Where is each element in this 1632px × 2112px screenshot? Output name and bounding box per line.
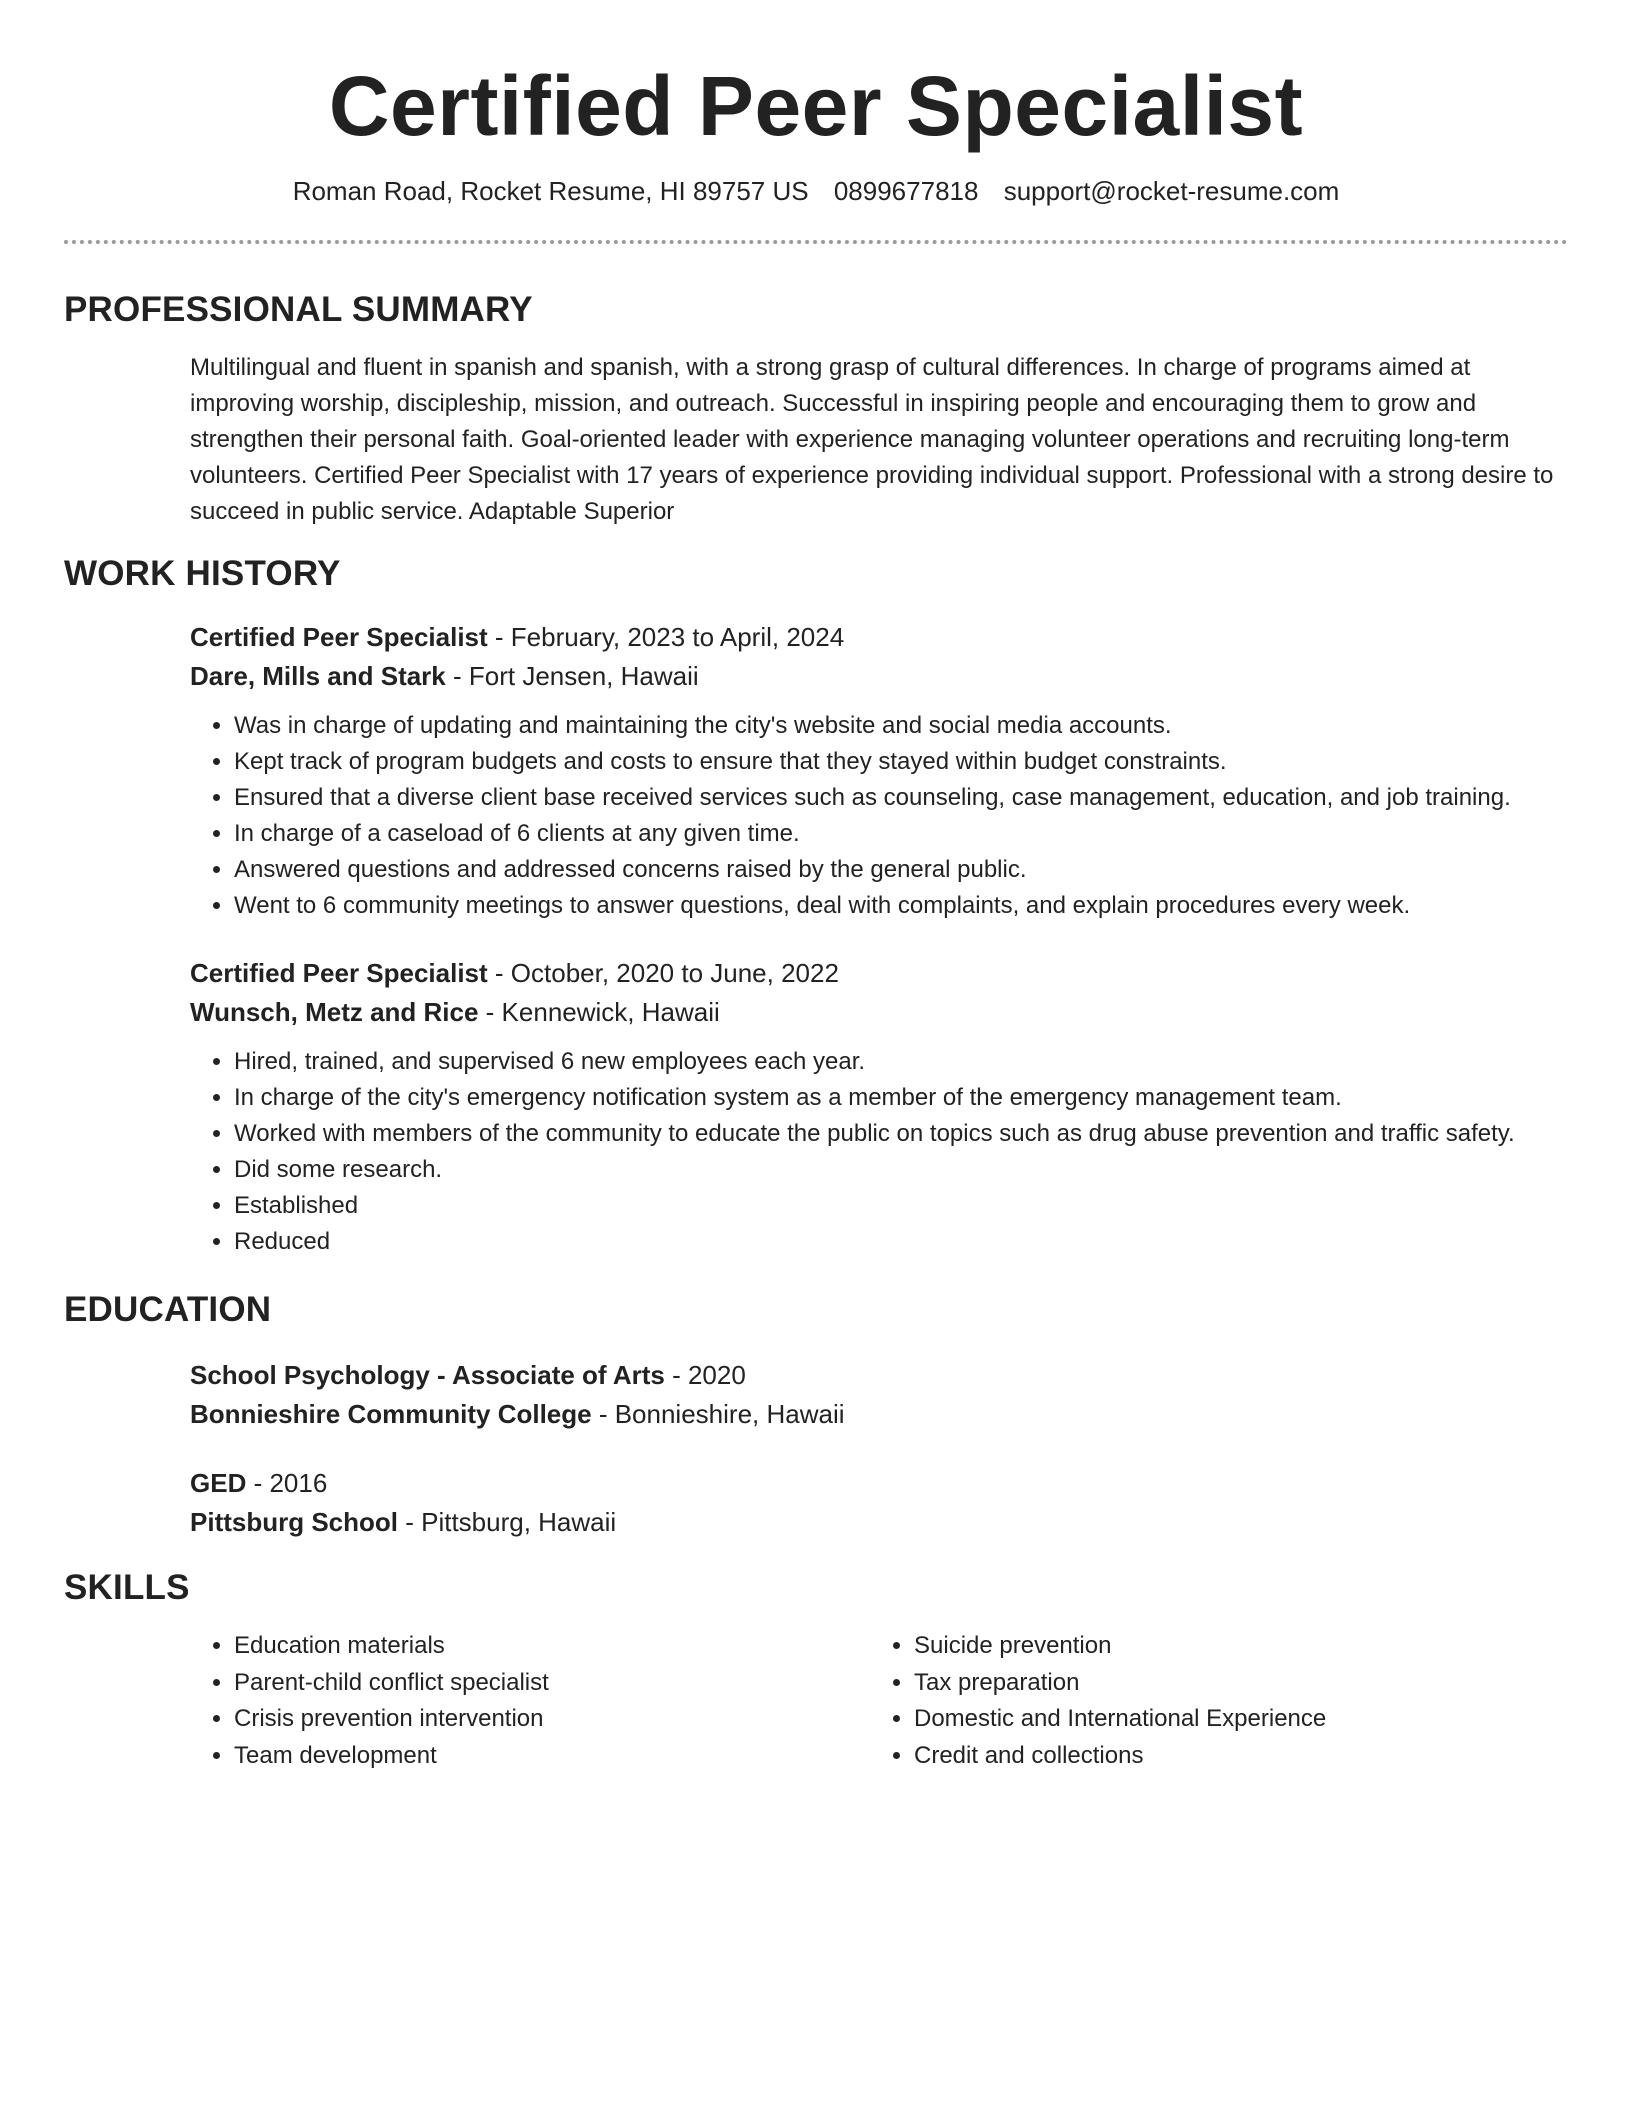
job-title-line (190, 618, 1568, 657)
job-company-line (190, 993, 1568, 1032)
skills-column-right (870, 1628, 1550, 1774)
skill-item: • Suicide prevention (914, 1628, 1550, 1665)
job-bullet: • Did some research. (234, 1152, 1568, 1188)
section-title-work-history: WORK HISTORY (64, 554, 341, 593)
education-location: - Pittsburg, Hawaii (398, 1507, 617, 1537)
job-bullet: • In charge of a caseload of 6 clients at any given time. (234, 816, 1568, 852)
job-title-line (190, 954, 1568, 993)
job-bullet: • Ensured that a diverse client base received services such as counseling, case management, education, and job training. (234, 780, 1568, 816)
job-bullet: • Went to 6 community meetings to answer questions, deal with complaints, and explain procedures every week. (234, 888, 1568, 924)
education-degree: GED (190, 1468, 247, 1498)
skill-item: • Crisis prevention intervention (234, 1701, 870, 1738)
contact-phone: 0899677818 (833, 176, 979, 206)
job-location: - Kennewick, Hawaii (478, 997, 720, 1027)
contact-info (64, 174, 1568, 208)
education-degree: School Psychology - Associate of Arts (190, 1360, 665, 1390)
education-school-line (190, 1503, 1568, 1542)
job-bullets (190, 708, 1568, 924)
job-dates: - October, 2020 to June, 2022 (487, 958, 839, 988)
job-dates: - February, 2023 to April, 2024 (487, 622, 845, 652)
education-degree-line (190, 1356, 1568, 1395)
education-year: - 2020 (664, 1360, 746, 1390)
job-bullet: • Was in charge of updating and maintaining the city's website and social media accounts. (234, 708, 1568, 744)
skills-grid (190, 1628, 1568, 1774)
education-school: Bonnieshire Community College (190, 1399, 592, 1429)
job-bullets (190, 1044, 1568, 1260)
education-entry (190, 1356, 1568, 1434)
job-role: Certified Peer Specialist (190, 958, 488, 988)
section-title-education: EDUCATION (64, 1290, 272, 1329)
job-company: Dare, Mills and Stark (190, 661, 446, 691)
job-role: Certified Peer Specialist (190, 622, 488, 652)
job-location: - Fort Jensen, Hawaii (445, 661, 699, 691)
education-entry (190, 1464, 1568, 1542)
skill-item: • Parent-child conflict specialist (234, 1665, 870, 1702)
job-entry (190, 618, 1568, 924)
candidate-name: Certified Peer Specialist (328, 59, 1304, 153)
contact-address: Roman Road, Rocket Resume, HI 89757 US (292, 176, 809, 206)
education-school: Pittsburg School (190, 1507, 398, 1537)
skill-item: • Credit and collections (914, 1738, 1550, 1775)
education-degree-line (190, 1464, 1568, 1503)
job-company: Wunsch, Metz and Rice (190, 997, 479, 1027)
job-bullet: • Kept track of program budgets and costs to ensure that they stayed within budget constraints. (234, 744, 1568, 780)
education-school-line (190, 1395, 1568, 1434)
job-bullet: • Hired, trained, and supervised 6 new employees each year. (234, 1044, 1568, 1080)
job-bullet: • Reduced (234, 1224, 1568, 1260)
skill-item: • Education materials (234, 1628, 870, 1665)
education-location: - Bonnieshire, Hawaii (591, 1399, 845, 1429)
header-divider (64, 240, 1568, 244)
job-bullet: • Established (234, 1188, 1568, 1224)
education-year: - 2016 (246, 1468, 328, 1498)
job-company-line (190, 657, 1568, 696)
skill-item: • Team development (234, 1738, 870, 1775)
skills-column-left (190, 1628, 870, 1774)
skill-item: • Domestic and International Experience (914, 1701, 1550, 1738)
section-title-summary: PROFESSIONAL SUMMARY (64, 290, 533, 329)
job-entry (190, 954, 1568, 1260)
job-bullet: • Answered questions and addressed concerns raised by the general public. (234, 852, 1568, 888)
skill-item: • Tax preparation (914, 1665, 1550, 1702)
section-title-skills: SKILLS (64, 1568, 190, 1607)
summary-text: Multilingual and fluent in spanish and spanish, with a strong grasp of cultural differences. In charge of programs aimed at improving worship, discipleship, mission, and outreach. Successful in inspiring people and encouraging them to grow and strengthen their personal faith. Goal-oriented leader with experience managing volunteer operations and recruiting long-term volunteers. Certified Peer Specialist with 17 years of experience providing individual support. Professional with a strong desire to succeed in public service. Adaptable Superior (190, 354, 1554, 525)
job-bullet: • Worked with members of the community to educate the public on topics such as drug abuse prevention and traffic safety. (234, 1116, 1568, 1152)
job-bullet: • In charge of the city's emergency notification system as a member of the emergency management team. (234, 1080, 1568, 1116)
contact-email: support@rocket-resume.com (1003, 176, 1340, 206)
